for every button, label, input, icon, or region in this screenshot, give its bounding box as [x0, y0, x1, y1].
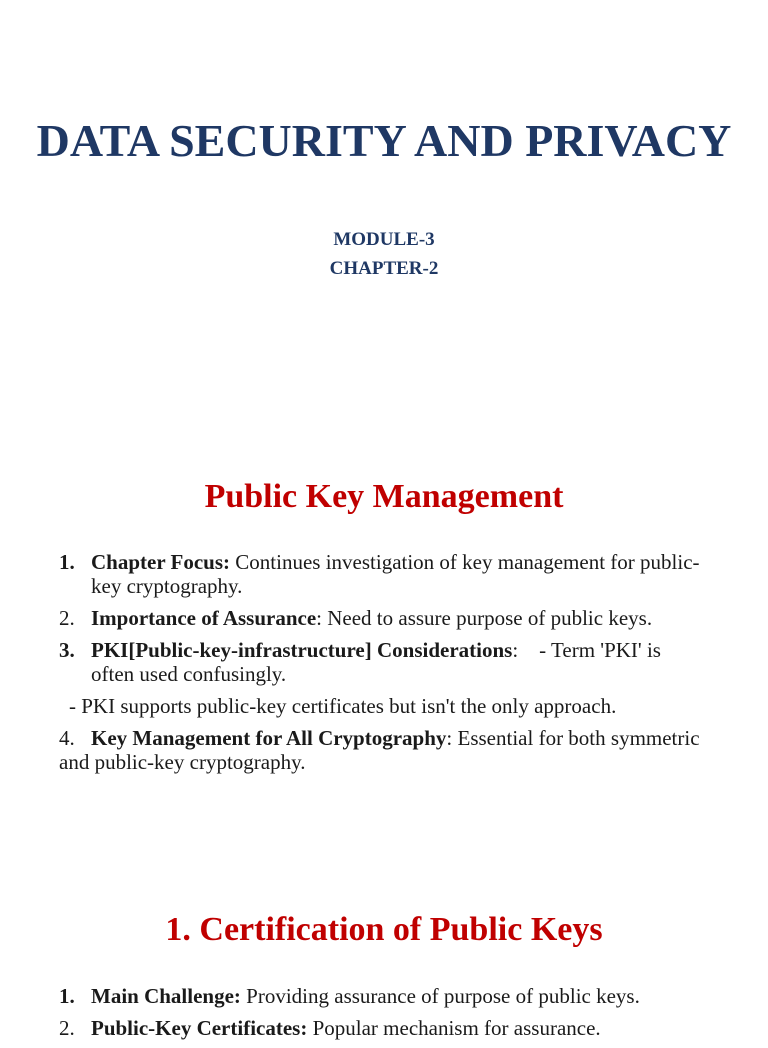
- list-item: [59, 726, 709, 774]
- section-heading-certification-of-public-keys: 1. Certification of Public Keys: [165, 911, 603, 948]
- module-label: MODULE-3: [333, 229, 435, 250]
- list-item: [59, 550, 709, 598]
- list-item-text: : Need to assure purpose of public keys.: [316, 606, 653, 630]
- list-item-text: : Essential for both symmetric and public-key cryptography.: [59, 726, 700, 774]
- list-item: [59, 984, 709, 1008]
- list-item: [59, 606, 709, 630]
- list-item-number: 1.: [59, 550, 75, 574]
- list-item: [59, 1016, 709, 1040]
- list-item-number: 3.: [59, 638, 75, 662]
- list-item-body: [91, 606, 709, 630]
- list-item-term: Main Challenge:: [91, 984, 241, 1008]
- list-item-term: PKI[Public-key-infrastructure] Considerations: [91, 638, 513, 662]
- list-item-body: [91, 1016, 709, 1040]
- chapter-label: CHAPTER-2: [329, 258, 439, 279]
- document-title: DATA SECURITY AND PRIVACY: [36, 115, 732, 166]
- list-item-number: 2.: [59, 1016, 75, 1040]
- list-item-number: 2.: [59, 606, 75, 630]
- list-item-number: 1.: [59, 984, 75, 1008]
- section-list-public-key-management: [59, 550, 709, 782]
- section-list-certification: [59, 984, 709, 1048]
- list-item-body: [91, 984, 709, 1008]
- list-item-number: 4.: [59, 726, 75, 750]
- list-item-text: Providing assurance of purpose of public keys.: [240, 984, 640, 1008]
- list-item-text: Popular mechanism for assurance.: [307, 1016, 601, 1040]
- list-item-text: Continues investigation of key management for public-key cryptography.: [91, 550, 700, 598]
- list-item-term: Chapter Focus:: [91, 550, 231, 574]
- section-heading-public-key-management: Public Key Management: [204, 478, 564, 515]
- list-item-term: Key Management for All Cryptography: [91, 726, 447, 750]
- list-item-term: Public-Key Certificates:: [91, 1016, 308, 1040]
- list-item-term: Importance of Assurance: [91, 606, 317, 630]
- list-subline: - PKI supports public-key certificates but isn't the only approach.: [69, 694, 617, 718]
- list-item-body: [91, 550, 709, 598]
- list-item: [59, 638, 709, 686]
- list-item-body: [91, 638, 709, 686]
- list-item-text: : - Term 'PKI' is often used confusingly.: [91, 638, 667, 686]
